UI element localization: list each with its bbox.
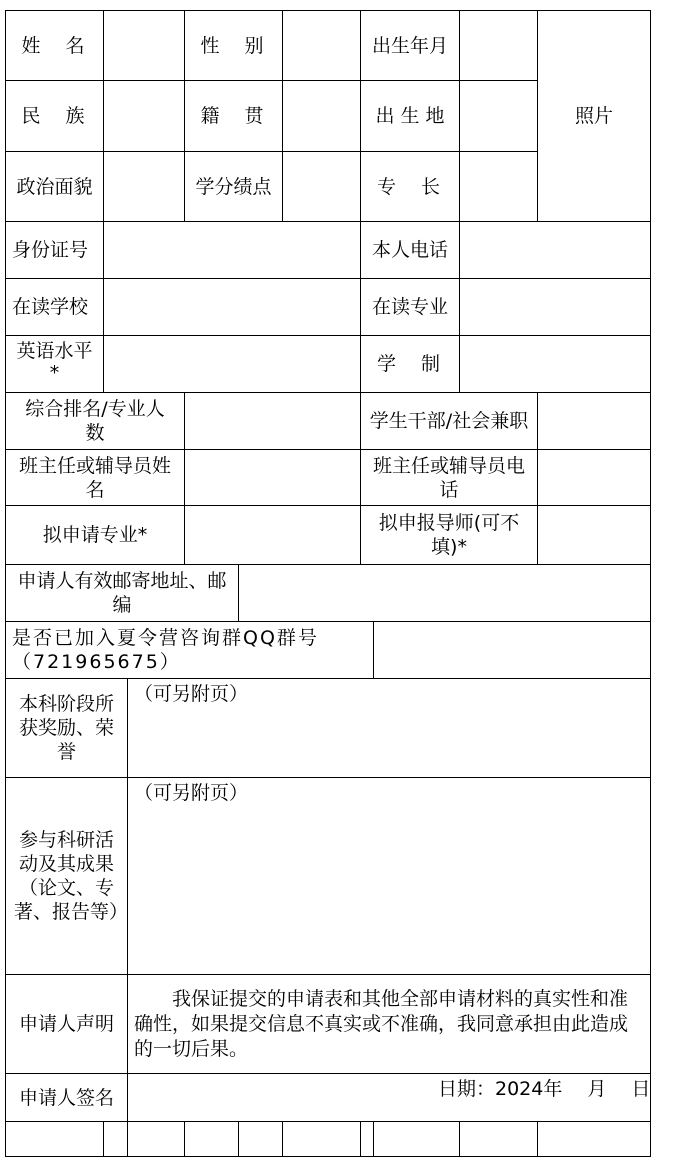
grid-cell bbox=[127, 1121, 185, 1157]
advisor-phone-label: 班主任或辅导员电话 bbox=[360, 449, 538, 506]
grid-cell bbox=[373, 1121, 460, 1157]
intended-major-field[interactable] bbox=[184, 505, 361, 565]
research-field[interactable] bbox=[127, 777, 651, 975]
awards-label: 本科阶段所获奖励、荣誉 bbox=[5, 678, 128, 778]
ranking-label: 综合排名/专业人数 bbox=[5, 392, 185, 450]
advisor-name-label: 班主任或辅导员姓名 bbox=[5, 449, 185, 506]
qq-group-label: 是否已加入夏令营咨询群QQ群号（721965675） bbox=[5, 621, 374, 679]
signature-label: 申请人签名 bbox=[5, 1073, 128, 1122]
name-label: 姓 名 bbox=[5, 10, 104, 81]
gpa-field[interactable] bbox=[282, 151, 361, 222]
major-field[interactable] bbox=[459, 278, 651, 336]
school-field[interactable] bbox=[103, 278, 361, 336]
intended-supervisor-field[interactable] bbox=[537, 505, 651, 565]
political-status-label: 政治面貌 bbox=[5, 151, 104, 222]
grid-cell bbox=[537, 1121, 651, 1157]
native-place-field[interactable] bbox=[282, 80, 361, 152]
ranking-field[interactable] bbox=[184, 392, 361, 450]
id-number-label: 身份证号 bbox=[5, 221, 104, 279]
student-cadre-label: 学生干部/社会兼职 bbox=[360, 392, 538, 450]
school-label: 在读学校 bbox=[5, 278, 104, 336]
photo-box[interactable]: 照片 bbox=[537, 10, 651, 222]
address-field[interactable] bbox=[238, 564, 651, 622]
birthplace-field[interactable] bbox=[459, 80, 538, 152]
specialty-field[interactable] bbox=[459, 151, 538, 222]
id-number-field[interactable] bbox=[103, 221, 361, 279]
grid-cell bbox=[184, 1121, 239, 1157]
program-length-field[interactable] bbox=[459, 335, 651, 393]
birth-date-label: 出生年月 bbox=[360, 10, 460, 81]
address-label: 申请人有效邮寄地址、邮编 bbox=[5, 564, 239, 622]
english-level-field[interactable] bbox=[103, 335, 361, 393]
awards-note: （可另附页） bbox=[134, 683, 249, 705]
birth-date-field[interactable] bbox=[459, 10, 538, 81]
ethnicity-label: 民 族 bbox=[5, 80, 104, 152]
birthplace-label: 出 生 地 bbox=[360, 80, 460, 152]
advisor-phone-field[interactable] bbox=[537, 449, 651, 506]
gender-label: 性 别 bbox=[184, 10, 283, 81]
phone-label: 本人电话 bbox=[360, 221, 460, 279]
name-field[interactable] bbox=[103, 10, 185, 81]
research-note: （可另附页） bbox=[134, 782, 249, 804]
advisor-name-field[interactable] bbox=[184, 449, 361, 506]
grid-cell bbox=[282, 1121, 361, 1157]
grid-cell bbox=[459, 1121, 538, 1157]
political-status-field[interactable] bbox=[103, 151, 185, 222]
specialty-label: 专 长 bbox=[360, 151, 460, 222]
date-text: 日期：2024年 月 日 bbox=[438, 1078, 651, 1100]
english-level-label: 英语水平 * bbox=[5, 335, 104, 393]
qq-group-field[interactable] bbox=[373, 621, 651, 679]
grid-cell bbox=[5, 1121, 104, 1157]
gender-field[interactable] bbox=[282, 10, 361, 81]
intended-major-label: 拟申请专业* bbox=[5, 505, 185, 565]
declaration-label: 申请人声明 bbox=[5, 974, 128, 1074]
major-label: 在读专业 bbox=[360, 278, 460, 336]
ethnicity-field[interactable] bbox=[103, 80, 185, 152]
research-label: 参与科研活动及其成果（论文、专著、报告等） bbox=[5, 777, 128, 975]
student-cadre-field[interactable] bbox=[537, 392, 651, 450]
grid-cell bbox=[103, 1121, 128, 1157]
intended-supervisor-label: 拟申报导师(可不填)* bbox=[360, 505, 538, 565]
phone-field[interactable] bbox=[459, 221, 651, 279]
program-length-label: 学 制 bbox=[360, 335, 460, 393]
native-place-label: 籍 贯 bbox=[184, 80, 283, 152]
grid-cell bbox=[238, 1121, 283, 1157]
gpa-label: 学分绩点 bbox=[184, 151, 283, 222]
grid-cell bbox=[360, 1121, 374, 1157]
declaration-text: 我保证提交的申请表和其他全部申请材料的真实性和准确性，如果提交信息不真实或不准确，我同意承担由此造成的一切后果。 bbox=[127, 974, 651, 1074]
